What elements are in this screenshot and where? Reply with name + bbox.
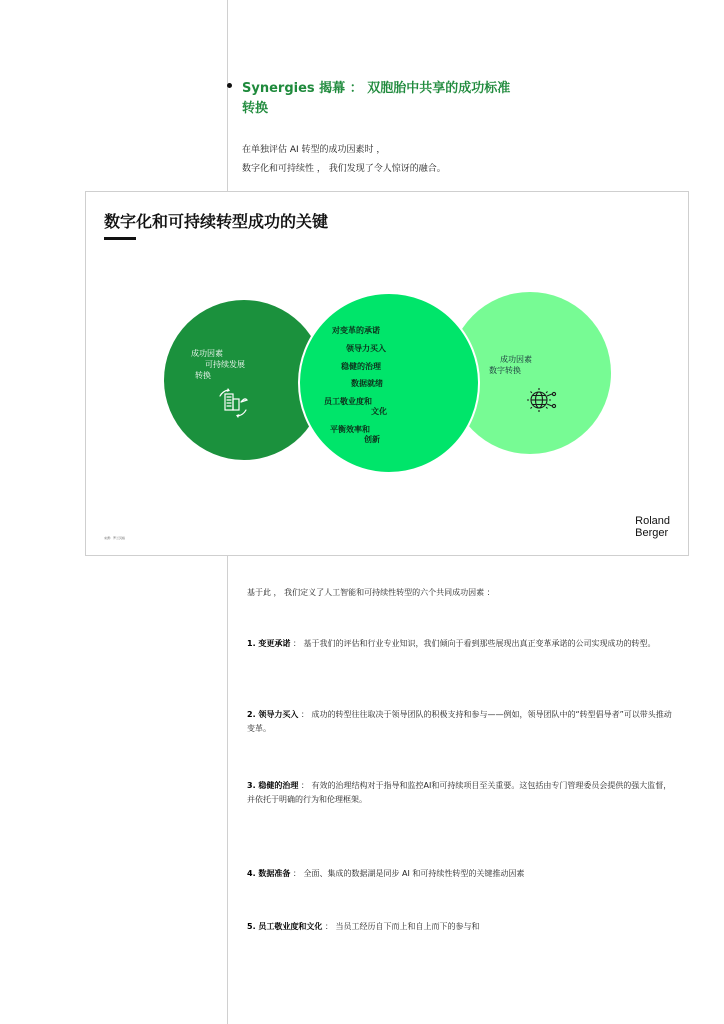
shared-factor-1: 对变革的承诺 xyxy=(332,326,380,335)
sustainability-label xyxy=(191,348,245,381)
shared-factor-4: 数据就绪 xyxy=(351,379,383,388)
shared-factor-5-cont: 文化 xyxy=(371,407,387,416)
factor-4-title: 4. 数据准备 xyxy=(247,869,291,878)
logo-line-2: Berger xyxy=(635,527,669,539)
shared-factor-2: 领导力买入 xyxy=(346,344,386,353)
factor-4-sep: ： xyxy=(290,869,304,878)
sustainability-label-line-3: 转换 xyxy=(195,371,211,380)
intro-paragraph xyxy=(242,141,446,179)
section-heading xyxy=(227,79,547,119)
logo-line-1: Roland xyxy=(635,515,670,527)
bullet-dot xyxy=(227,83,232,88)
shared-factor-3: 稳健的治理 xyxy=(341,362,381,371)
factor-5-sep: ： xyxy=(322,922,336,931)
digital-globe-gear-icon xyxy=(524,384,558,416)
factor-2-text: 成功的转型往往取决于领导团队的积极支持和参与——例如，领导团队中的“转型倡导者”可以带头推动变革。 xyxy=(247,710,672,733)
factor-1-title: 1. 变更承诺 xyxy=(247,639,291,648)
intro-line-1: 在单独评估 AI 转型的成功因素时 ， xyxy=(242,145,386,155)
sustainability-building-icon xyxy=(216,388,250,418)
factor-1-sep: ： xyxy=(290,639,304,648)
figure-source: 来源：罗兰贝格 xyxy=(104,536,126,540)
factor-3-sep: ： xyxy=(298,781,312,790)
factor-1 xyxy=(247,637,677,651)
body-intro: 基于此 ， 我们定义了人工智能和可持续性转型的六个共同成功因素 ： xyxy=(247,588,495,597)
shared-factor-6-cont: 创新 xyxy=(364,435,380,444)
roland-berger-logo xyxy=(635,515,670,539)
factor-2-sep: ： xyxy=(298,710,312,719)
success-keys-figure xyxy=(85,191,689,556)
digital-label-line-1: 成功因素 xyxy=(500,355,532,364)
factor-3 xyxy=(247,779,677,807)
shared-factors-circle xyxy=(298,292,480,474)
figure-title: 数字化和可持续转型成功的关键 xyxy=(104,212,329,231)
intro-line-2: 数字化和可持续性 ， 我们发现了令人惊讶的融合。 xyxy=(242,164,446,174)
factor-5-title: 5. 员工敬业度和文化 xyxy=(247,922,323,931)
heading-line-1: Synergies 揭幕 ： 双胞胎中共享的成功标准 xyxy=(242,81,511,96)
factor-2 xyxy=(247,708,677,736)
factor-1-text: 基于我们的评估和行业专业知识，我们倾向于看到那些展现出真正变革承诺的公司实现成功的转型。 xyxy=(303,639,656,648)
factor-4-text: 全面、集成的数据湖是同步 AI 和可持续性转型的关键推动因素 xyxy=(303,869,525,878)
figure-title-underline xyxy=(104,237,136,240)
sustainability-label-line-1: 成功因素 xyxy=(191,349,223,358)
heading-line-2: 转换 xyxy=(242,101,269,116)
digital-label-line-2: 数字转换 xyxy=(489,366,521,375)
factor-5 xyxy=(247,920,677,934)
factor-4 xyxy=(247,867,677,881)
factor-3-text: 有效的治理结构对于指导和监控AI和可持续项目至关重要。这包括由专门管理委员会提供的强大监督，并依托于明确的行为和伦理框架。 xyxy=(247,781,672,804)
factor-3-title: 3. 稳健的治理 xyxy=(247,781,299,790)
factor-5-text: 当员工经历自下而上和自上而下的参与和 xyxy=(335,922,480,931)
shared-factor-6: 平衡效率和 xyxy=(330,425,370,434)
factor-2-title: 2. 领导力买入 xyxy=(247,710,299,719)
shared-factor-5: 员工敬业度和 xyxy=(324,397,372,406)
sustainability-label-line-2: 可持续发展 xyxy=(205,360,245,369)
digital-label xyxy=(489,354,532,376)
